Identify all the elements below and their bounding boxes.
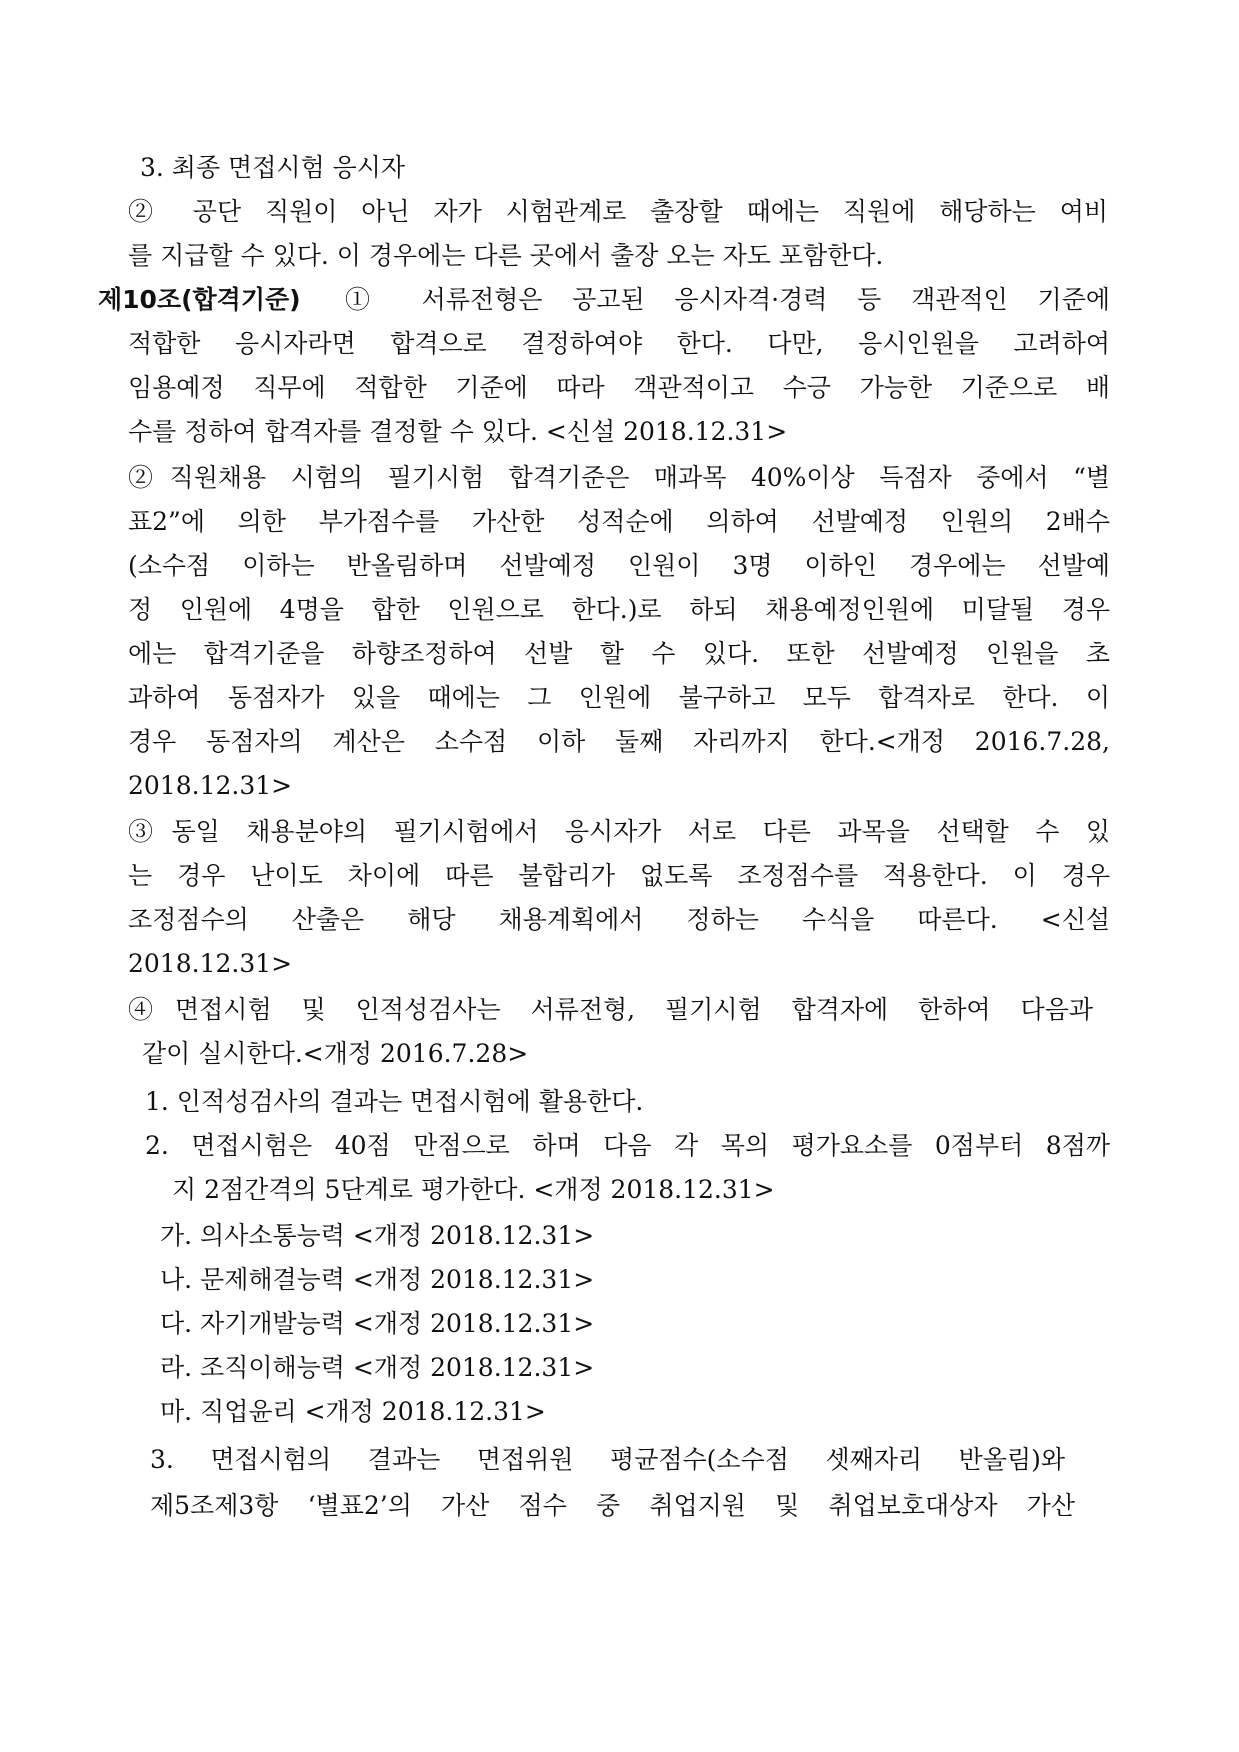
text-line: 는 경우 난이도 차이에 따른 불합리가 없도록 조정점수를 적용한다. 이 경우 [128, 861, 1110, 890]
text-line: 2. 면접시험은 40점 만점으로 하며 다음 각 목의 평가요소를 0점부터 8점까 [145, 1131, 1110, 1160]
text-line: 지 2점간격의 5단계로 평가한다. <개정 2018.12.31> [172, 1175, 775, 1204]
text-line: 정 인원에 4명을 합한 인원으로 한다.)로 하되 채용예정인원에 미달될 경우 [128, 595, 1110, 624]
text-line: 라. 조직이해능력 <개정 2018.12.31> [160, 1353, 595, 1382]
text-line: 3. 면접시험의 결과는 면접위원 평균점수(소수점 셋째자리 반올림)와 [150, 1445, 1065, 1474]
text-line: 임용예정 직무에 적합한 기준에 따라 객관적이고 수긍 가능한 기준으로 배 [128, 373, 1110, 402]
text-line: 나. 문제해결능력 <개정 2018.12.31> [160, 1265, 595, 1294]
text-line: 제5조제3항 ‘별표2’의 가산 점수 중 취업지원 및 취업보호대상자 가산 [150, 1491, 1075, 1520]
text-line: ③동일 채용분야의 필기시험에서 응시자가 서로 다른 과목을 선택할 수 있 [128, 817, 1110, 846]
text-line: 수를 정하여 합격자를 결정할 수 있다. <신설 2018.12.31> [128, 417, 788, 446]
text-line: 2018.12.31> [128, 771, 293, 800]
text-line: 표2”에 의한 부가점수를 가산한 성적순에 의하여 선발예정 인원의 2배수 [128, 507, 1110, 536]
text-line: 적합한 응시자라면 합격으로 결정하여야 한다. 다만, 응시인원을 고려하여 [128, 329, 1110, 358]
text-line: 3. 최종 면접시험 응시자 [140, 153, 406, 182]
text-line: 조정점수의 산출은 해당 채용계획에서 정하는 수식을 따른다. <신설 [128, 905, 1110, 934]
text-line: 같이 실시한다.<개정 2016.7.28> [142, 1039, 529, 1068]
text-line: 를 지급할 수 있다. 이 경우에는 다른 곳에서 출장 오는 자도 포함한다. [128, 241, 884, 270]
text-line: 경우 동점자의 계산은 소수점 이하 둘째 자리까지 한다.<개정 2016.7.28, [128, 727, 1110, 756]
text-line: ④면접시험 및 인적성검사는 서류전형, 필기시험 합격자에 한하여 다음과 [128, 995, 1093, 1024]
text-line: 2018.12.31> [128, 949, 293, 978]
text-line: ① 서류전형은 공고된 응시자격·경력 등 객관적인 기준에 [345, 285, 1110, 314]
text-line: 과하여 동점자가 있을 때에는 그 인원에 불구하고 모두 합격자로 한다. 이 [128, 683, 1110, 712]
text-line: (소수점 이하는 반올림하며 선발예정 인원이 3명 이하인 경우에는 선발예 [128, 551, 1110, 580]
text-line: 에는 합격기준을 하향조정하여 선발 할 수 있다. 또한 선발예정 인원을 초 [128, 639, 1110, 668]
text-line: ② 공단 직원이 아닌 자가 시험관계로 출장할 때에는 직원에 해당하는 여비 [128, 197, 1108, 226]
text-line: 1. 인적성검사의 결과는 면접시험에 활용한다. [145, 1087, 644, 1116]
text-line: ②직원채용 시험의 필기시험 합격기준은 매과목 40%이상 득점자 중에서 “별 [128, 463, 1110, 492]
text-line: 마. 직업윤리 <개정 2018.12.31> [160, 1397, 546, 1426]
text-line: 가. 의사소통능력 <개정 2018.12.31> [160, 1221, 595, 1250]
article-heading: 제10조(합격기준) [98, 285, 301, 314]
text-line: 다. 자기개발능력 <개정 2018.12.31> [160, 1309, 595, 1338]
